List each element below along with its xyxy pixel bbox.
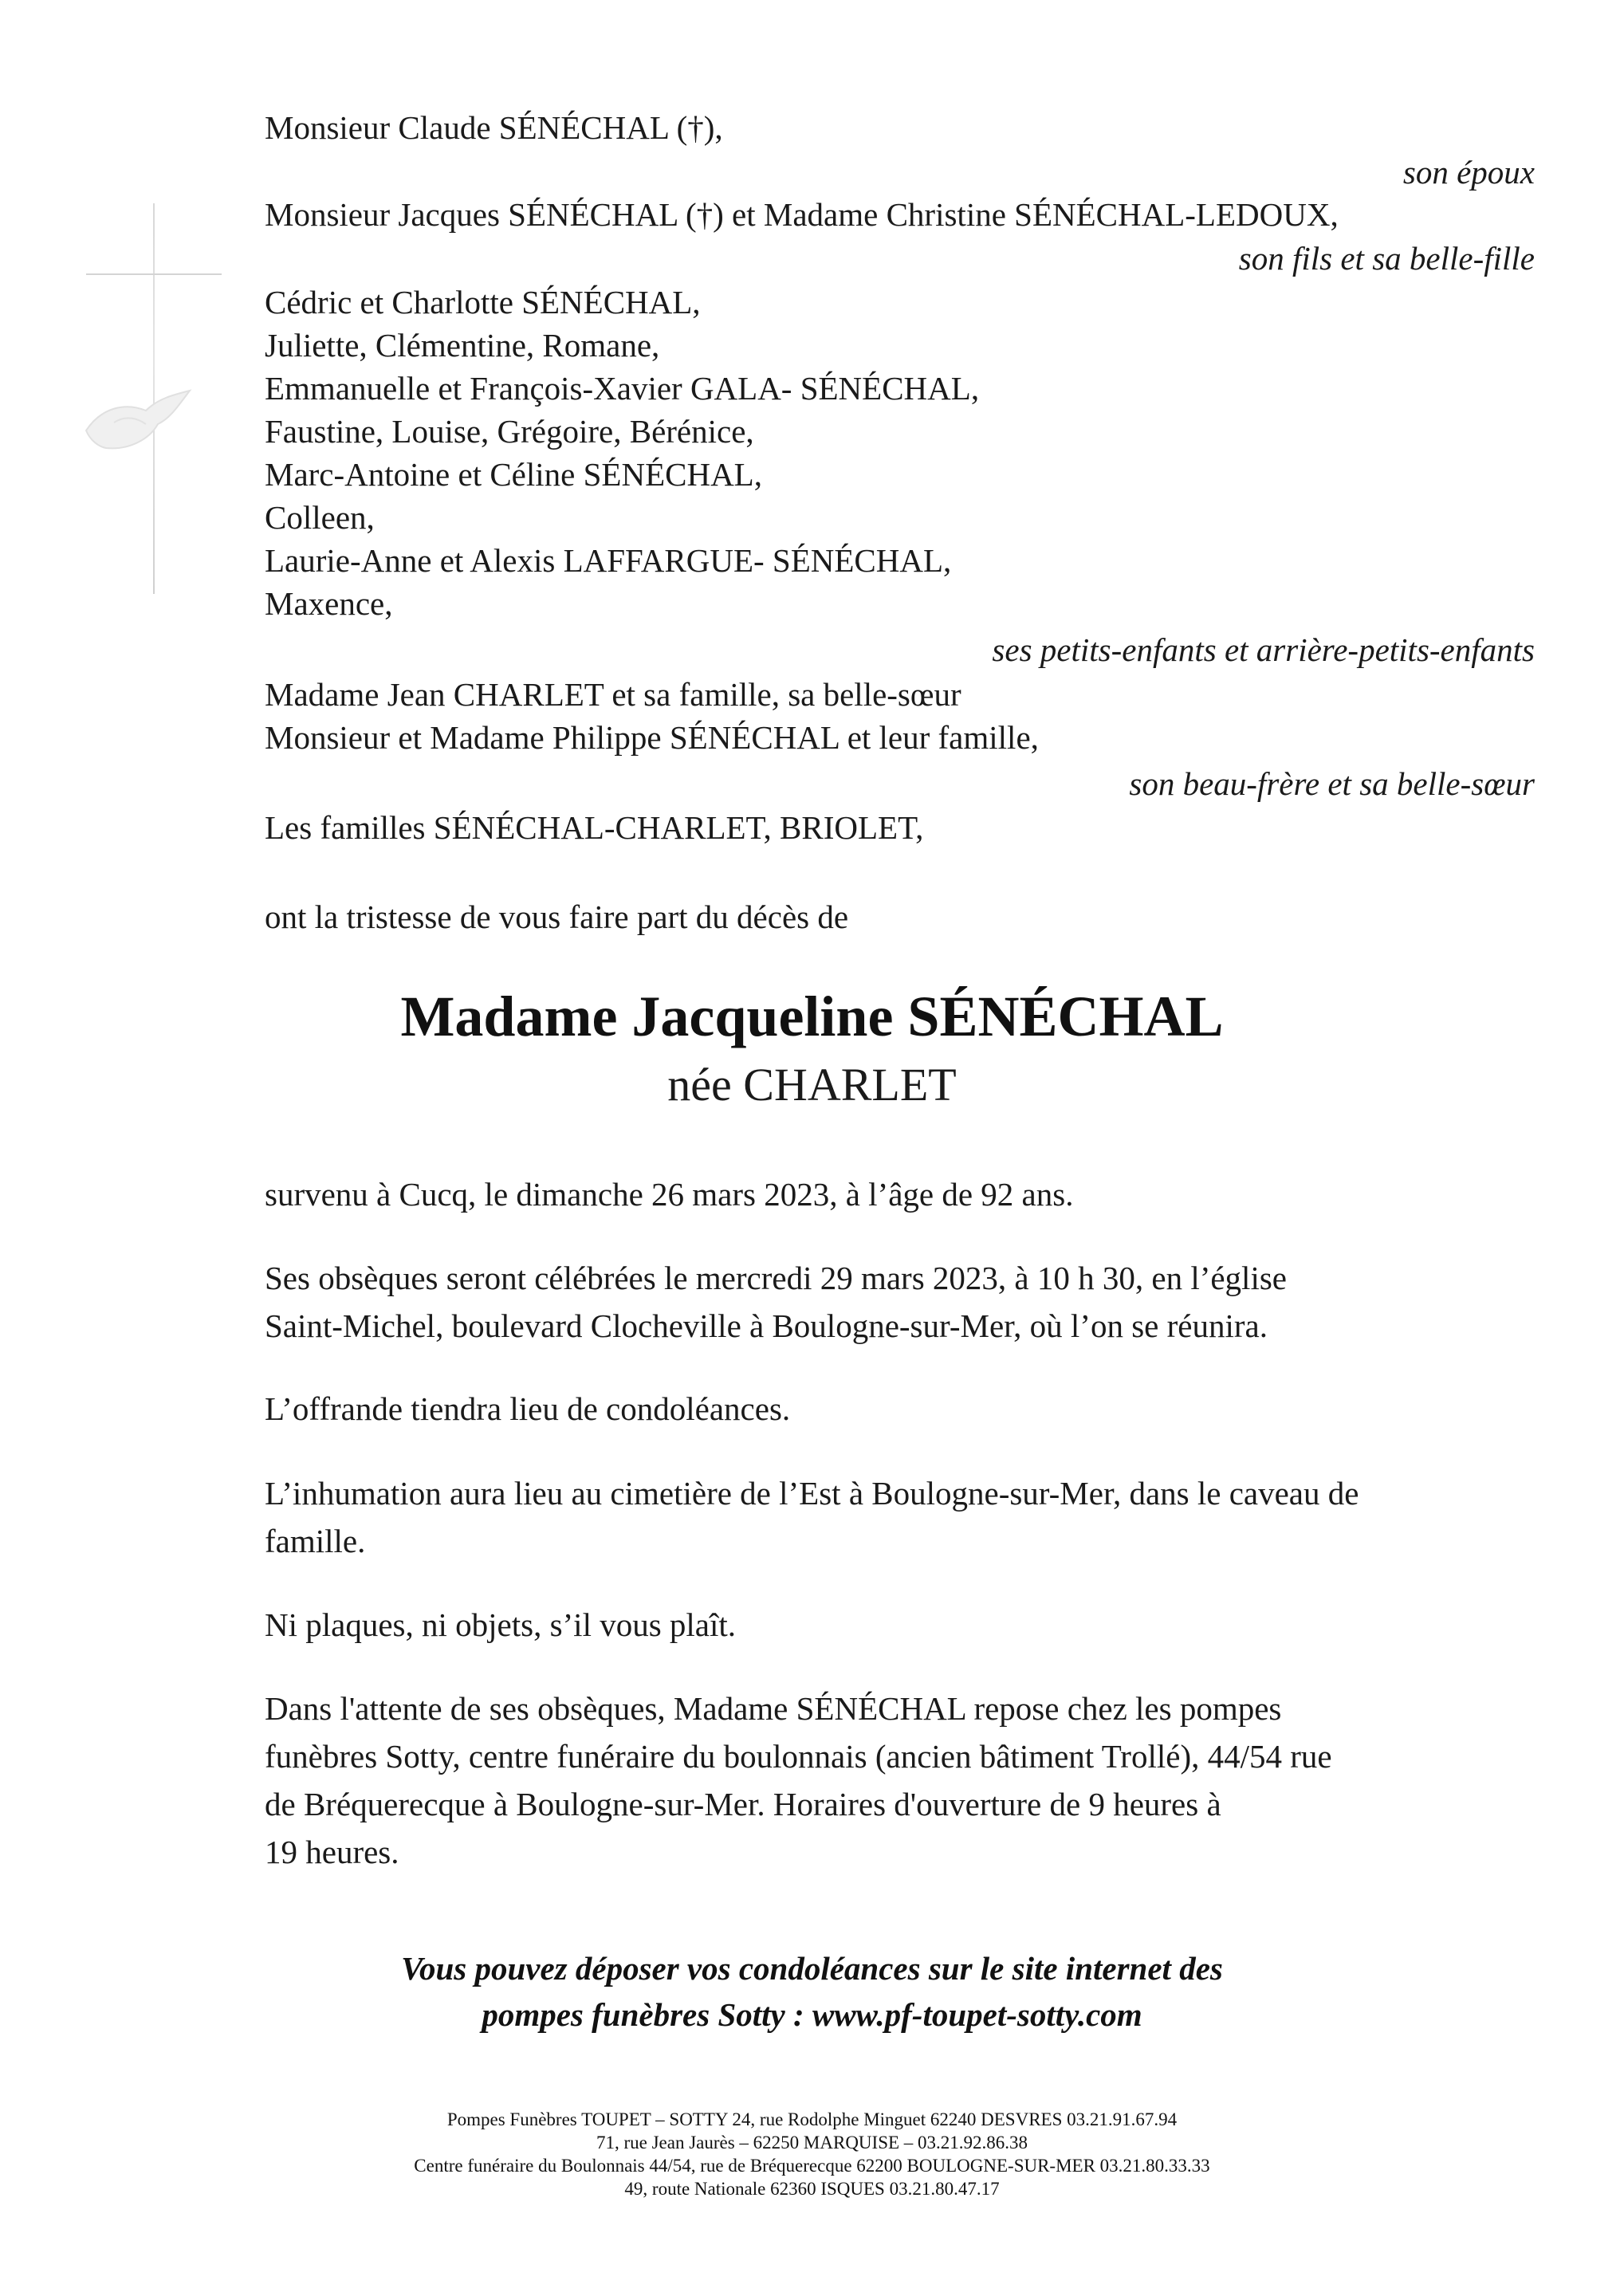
family-line: Cédric et Charlotte SÉNÉCHAL,: [265, 284, 701, 320]
footer-line: 49, route Nationale 62360 ISQUES 03.21.80.47.17: [624, 2179, 1000, 2199]
family-line: Monsieur Jacques SÉNÉCHAL (†) et Madame Christine SÉNÉCHAL-LEDOUX,: [265, 196, 1339, 233]
footer-line: Centre funéraire du Boulonnais 44/54, rue de Bréquerecque 62200 BOULOGNE-SUR-MER 03.21.80.33.33: [414, 2156, 1210, 2176]
funeral-details: [265, 1254, 1540, 1350]
family-line: Monsieur Claude SÉNÉCHAL (†),: [265, 109, 723, 146]
burial-line: famille.: [265, 1523, 366, 1559]
cross-bar: [86, 273, 222, 275]
funeral-home-footer: [0, 2108, 1624, 2200]
relation-label: ses petits-enfants et arrière-petits-enfants: [992, 631, 1535, 668]
family-line: Madame Jean CHARLET et sa famille, sa belle-sœur: [265, 676, 961, 713]
viewing-line: de Bréquerecque à Boulogne-sur-Mer. Horaires d'ouverture de 9 heures à: [265, 1786, 1221, 1822]
funeral-line: Saint-Michel, boulevard Clocheville à Boulogne-sur-Mer, où l’on se réunira.: [265, 1307, 1268, 1344]
funeral-line: Ses obsèques seront célébrées le mercredi 29 mars 2023, à 10 h 30, en l’église: [265, 1260, 1287, 1296]
family-line: Colleen,: [265, 499, 375, 536]
relation-label: son beau-frère et sa belle-sœur: [1129, 765, 1535, 802]
condolences-note: [0, 1945, 1624, 2038]
footer-line: 71, rue Jean Jaurès – 62250 MARQUISE – 03.21.92.86.38: [596, 2133, 1028, 2152]
maiden-name: née CHARLET: [667, 1059, 957, 1111]
viewing-details: [265, 1685, 1540, 1876]
condolences-line: Vous pouvez déposer vos condoléances sur le site internet des: [401, 1950, 1223, 1987]
family-line: Maxence,: [265, 585, 393, 622]
viewing-line: 19 heures.: [265, 1834, 399, 1870]
family-line: Laurie-Anne et Alexis LAFFARGUE- SÉNÉCHAL,: [265, 542, 952, 579]
family-line: Emmanuelle et François-Xavier GALA- SÉNÉCHAL,: [265, 370, 980, 407]
relation-label: son fils et sa belle-fille: [1238, 240, 1535, 277]
viewing-line: funèbres Sotty, centre funéraire du boulonnais (ancien bâtiment Trollé), 44/54 rue: [265, 1738, 1332, 1775]
condolences-website: pompes funèbres Sotty : www.pf-toupet-sotty.com: [482, 1996, 1142, 2033]
burial-line: L’inhumation aura lieu au cimetière de l’Est à Boulogne-sur-Mer, dans le caveau de: [265, 1475, 1359, 1512]
family-line: Juliette, Clémentine, Romane,: [265, 327, 660, 364]
family-line: Les familles SÉNÉCHAL-CHARLET, BRIOLET,: [265, 809, 924, 846]
death-details: survenu à Cucq, le dimanche 26 mars 2023, à l’âge de 92 ans.: [265, 1176, 1074, 1213]
deceased-name: Madame Jacqueline SÉNÉCHAL: [400, 985, 1224, 1048]
dove-icon: [70, 375, 198, 470]
viewing-line: Dans l'attente de ses obsèques, Madame SÉNÉCHAL repose chez les pompes: [265, 1690, 1282, 1727]
no-flowers-text: Ni plaques, ni objets, s’il vous plaît.: [265, 1606, 737, 1643]
burial-details: [265, 1469, 1540, 1565]
footer-line: Pompes Funèbres TOUPET – SOTTY 24, rue Rodolphe Minguet 62240 DESVRES 03.21.91.67.94: [446, 2109, 1178, 2129]
family-line: Marc-Antoine et Céline SÉNÉCHAL,: [265, 456, 762, 493]
offering-text: L’offrande tiendra lieu de condoléances.: [265, 1390, 791, 1427]
intro-text: ont la tristesse de vous faire part du décès de: [265, 898, 849, 935]
family-line: Monsieur et Madame Philippe SÉNÉCHAL et leur famille,: [265, 719, 1039, 756]
family-line: Faustine, Louise, Grégoire, Bérénice,: [265, 413, 754, 450]
relation-label: son époux: [1402, 154, 1535, 191]
